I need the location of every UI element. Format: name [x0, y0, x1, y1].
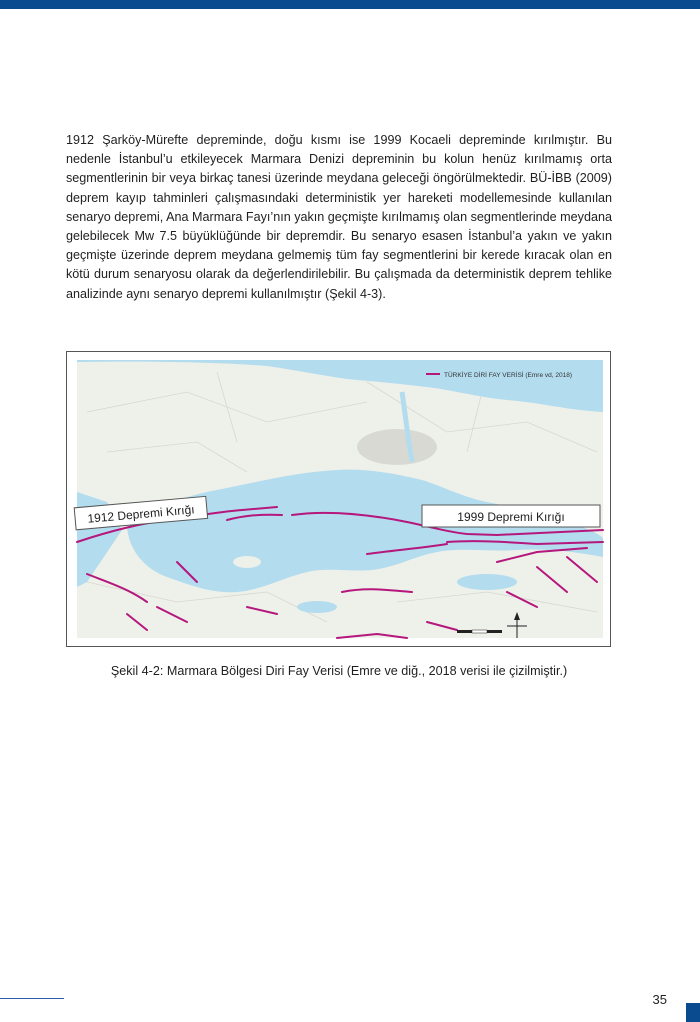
scale-bar: [457, 630, 502, 633]
label-1912-text: 1912 Depremi Kırığı: [86, 502, 196, 526]
label-1999-text: 1999 Depremi Kırığı: [457, 510, 565, 524]
page-number: 35: [652, 992, 667, 1007]
footer-rule: [0, 998, 64, 999]
fault-map-figure: [66, 351, 611, 647]
corner-marker: [686, 1003, 700, 1022]
istanbul-urban: [357, 429, 437, 465]
figure-caption: Şekil 4-2: Marmara Bölgesi Diri Fay Verisi (Emre ve diğ., 2018 verisi ile çizilmiştir.): [110, 664, 568, 678]
iznik-lake: [457, 574, 517, 590]
marmara-fault-map: [67, 352, 610, 646]
top-header-bar: [0, 0, 700, 9]
marmara-island: [233, 556, 261, 568]
legend-label: TÜRKİYE DİRİ FAY VERİSİ (Emre vd, 2018): [444, 372, 572, 379]
label-1999: [422, 505, 600, 527]
uluabat-lake: [297, 601, 337, 613]
body-paragraph: 1912 Şarköy-Mürefte depreminde, doğu kısmı ise 1999 Kocaeli depreminde kırılmıştır. Bu nedenle İstanbul’u etkileyecek Marmara Denizi depreminin bu kolun henüz kırılmamış orta segmentlerinin bir veya birkaç tanesi üzerinde meydana geleceği öngörülmektedir. BÜ-İBB (2009) deprem kayıp tahminleri çalışmasındaki deterministik yer hareketi modellemesinde kullanılan senaryo depremi, Ana Marmara Fayı’nın yakın geçmişte kırılmamış olan segmentlerinde meydana gelebilecek Mw 7.5 büyüklüğünde bir depremdir. Bu senaryo esasen İstanbul’a yakın ve yakın geçmişte üzerinde deprem meydana gelmemiş tüm fay segmentlerini bir kerede kıracak olan en kötü durum senaryosu olarak da değerlendirilebilir. Bu çalışmada da deterministik deprem tehlike analizinde aynı senaryo depremi kullanılmıştır (Şekil 4-3).: [66, 133, 612, 301]
